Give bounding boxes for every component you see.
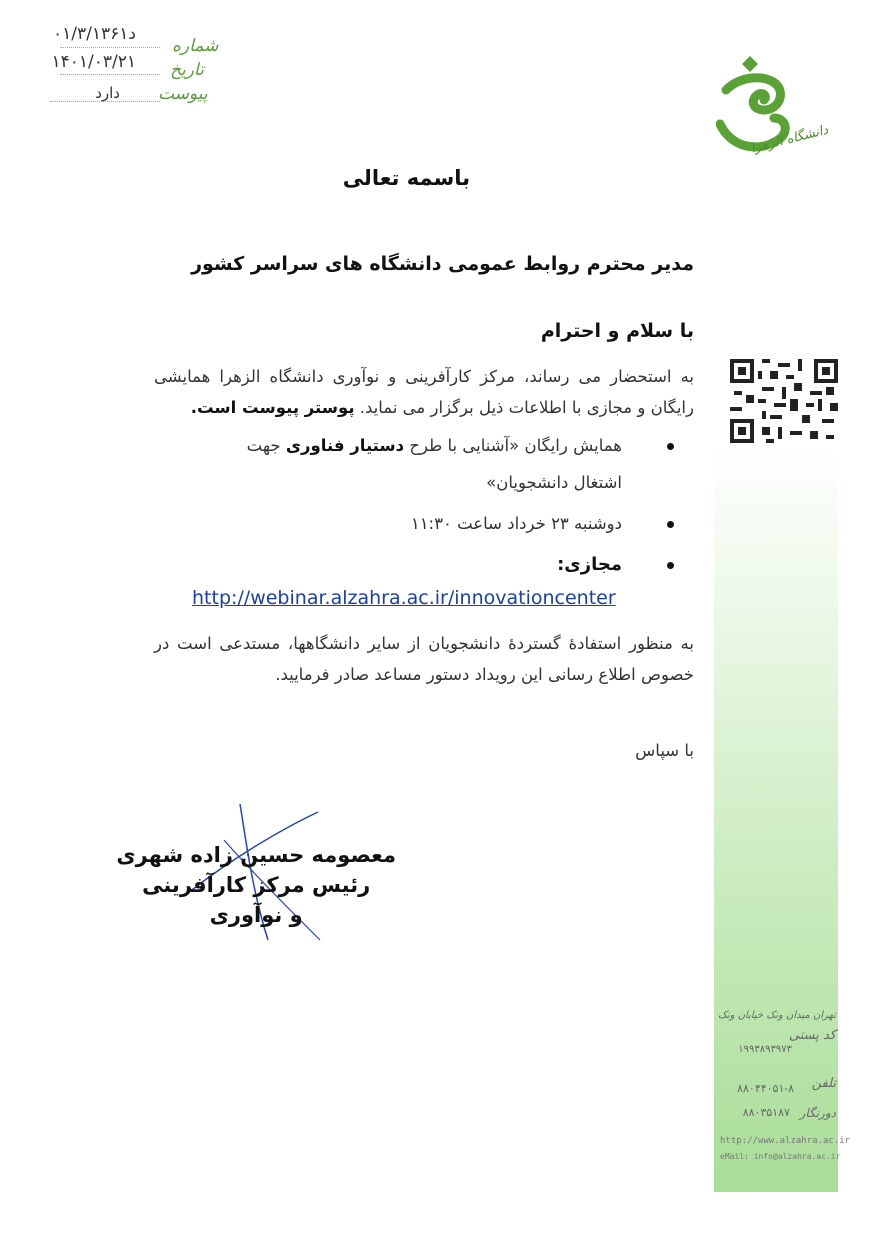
event-details-list [204,427,674,587]
postal-label: کد پستی [788,1028,836,1043]
thanks-text: با سپاس [635,741,694,760]
signature-block [116,840,396,930]
list-item [204,505,674,542]
signer-title-continued: و نوآوری [209,903,303,927]
letter-recipient: مدیر محترم روابط عمومی دانشگاه های سراسر کشور [191,253,694,275]
event-mode: مجازی: [557,554,622,575]
webinar-link[interactable]: http://webinar.alzahra.ac.ir/innovationcenter [192,587,616,609]
contact-info [716,1010,851,1170]
fax-number: ۸۸۰۳۵۱۸۷ [742,1106,790,1119]
letter-number: د۰۱/۳/۱۳۶۱ [53,24,136,44]
list-item [204,427,674,501]
attachment-line [50,101,160,102]
number-label: شماره [172,36,219,56]
bullet-icon [667,562,674,569]
intro-text: به استحضار می رساند، مرکز کارآفرینی و نوآوری دانشگاه الزهرا همایشی رایگان و مجازی با اطلاعات ذیل برگزار می نماید. [154,367,694,417]
signer-name: معصومه حسین زاده شهری [116,843,396,867]
letter-invocation: باسمه تعالی [342,166,470,190]
event-title-suffix: جهت اشتغال دانشجویان» [246,436,622,492]
date-label: تاریخ [170,60,204,80]
qr-code-icon [730,358,838,444]
letter-attachment: دارد [95,84,120,102]
list-item [204,546,674,583]
letter-greeting: با سلام و احترام [540,320,694,342]
letter-meta [20,22,219,112]
bullet-icon [667,521,674,528]
fax-label: دورنگار [799,1106,836,1120]
attachment-label: پیوست [158,84,208,104]
logo-caption: دانشگاه الزهرا [749,122,830,157]
number-line [60,47,160,48]
bullet-icon [667,443,674,450]
event-title-prefix: همایش رایگان «آشنایی با طرح [409,436,622,455]
event-datetime: دوشنبه ۲۳ خرداد ساعت ۱۱:۳۰ [410,514,622,533]
signer-title: رئیس مرکز کارآفرینی [142,873,371,897]
email: eMail: info@alzahra.ac.ir [720,1152,841,1161]
website: http://www.alzahra.ac.ir [720,1136,851,1146]
postal-code: ۱۹۹۳۸۹۳۹۷۳ [738,1044,792,1055]
intro-bold-text: پوستر پیوست است. [190,398,355,417]
contact-address: تهران میدان ونک خیابان ونک [717,1010,836,1021]
letter-date: ۱۴۰۱/۰۳/۲۱ [51,52,136,72]
intro-paragraph [154,361,694,423]
phone-label: تلفن [811,1076,836,1091]
phone-number: ۸۸۰۴۴۰۵۱-۸ [737,1082,794,1095]
closing-paragraph: به منظور استفادهٔ گستردهٔ دانشجویان از سایر دانشگاهها، مستدعی است در خصوص اطلاع رسانی این رویداد دستور مساعد صادر فرمایید. [154,634,694,684]
event-title-bold: دستیار فناوری [285,436,405,455]
date-line [60,74,160,75]
